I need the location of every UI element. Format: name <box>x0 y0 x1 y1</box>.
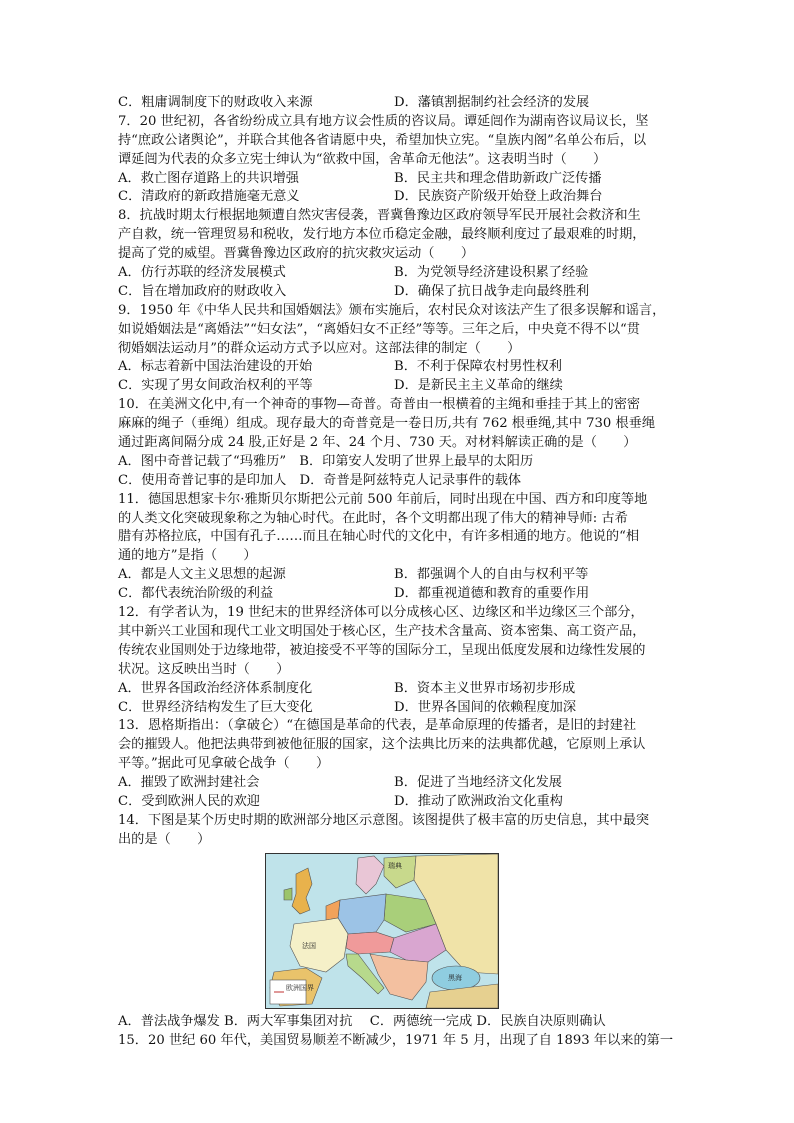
option-row <box>118 283 684 302</box>
text-line: 彻婚姻法运动月”的群众运动方式予以应对。这部法律的制定（ ） <box>118 340 521 356</box>
option-right: D．世界各国间的依赖程度加深 <box>394 699 577 715</box>
text-line: A．普法战争爆发 B．两大军事集团对抗 C．两德统一完成 D．民族自决原则确认 <box>118 1013 606 1029</box>
document-page <box>118 94 684 1050</box>
text-line: 持“庶政公诸舆论”，并联合其他各省请愿中央，希望加快立宪。“皇族内阁”名单公布后，以 <box>118 132 647 148</box>
option-right: D．藩镇割据制约社会经济的发展 <box>394 95 590 110</box>
option-row <box>118 774 684 793</box>
text-line: 14．下图是某个历史时期的欧洲部分地区示意图。该图提供了极丰富的历史信息，其中最突 <box>118 812 650 828</box>
text-line: 11．德国思想家卡尔·雅斯贝尔斯把公元前 500 年前后，同时出现在中国、西方和印度等地 <box>118 491 648 507</box>
text-line: 10．在美洲文化中,有一个神奇的事物—奇普。奇普由一根横着的主绳和垂挂于其上的密密 <box>118 397 641 413</box>
option-left: C．世界经济结构发生了巨大变化 <box>118 699 313 715</box>
text-line: 的人类文化突破现象称之为轴心时代。在此时，各个文明都出现了伟大的精神导师: 古希 <box>118 510 628 526</box>
option-right: B．资本主义世界市场初步形成 <box>394 680 576 696</box>
option-right: D．民族资产阶级开始登上政治舞台 <box>394 189 603 205</box>
text-line: 13．恩格斯指出：（拿破仑）“在德国是革命的代表，是革命原理的传播者，是旧的封建社 <box>118 718 637 734</box>
text-line: 9．1950 年《中华人民共和国婚姻法》颁布实施后，农村民众对该法产生了很多误解和谣言， <box>118 302 666 318</box>
map-label-france: 法国 <box>302 941 316 950</box>
text-line: 传统农业国则处于边缘地带，被迫接受不平等的国际分工，呈现出低度发展和边缘性发展的 <box>118 642 646 658</box>
option-left: C．粗庸调制度下的财政收入来源 <box>118 95 313 110</box>
option-right: B．民主共和理念借助新政广泛传播 <box>394 170 602 186</box>
map-label-sweden: 瑞典 <box>388 861 402 870</box>
europe-map-figure <box>265 853 499 1009</box>
option-row <box>118 264 684 283</box>
option-left: C．都代表统治阶级的利益 <box>118 586 274 602</box>
option-right: D．是新民主主义革命的继续 <box>394 378 563 394</box>
question-text-block <box>118 94 684 850</box>
text-line: 产自救，统一管理贸易和税收，发行地方本位币稳定金融，最终顺利度过了最艰难的时期， <box>118 227 646 243</box>
text-line: 其中新兴工业国和现代工业文明国处于核心区，生产技术含量高、资本密集、高工资产品， <box>118 623 646 639</box>
text-line: 8．抗战时期太行根据地频遭自然灾害侵袭，晋冀鲁豫边区政府领导军民开展社会救济和生 <box>118 208 641 224</box>
option-row <box>118 793 684 812</box>
option-right: B．促进了当地经济文化发展 <box>394 775 562 791</box>
option-right: B．为党领导经济建设积累了经验 <box>394 265 589 281</box>
text-line: A．图中奇普记载了“玛雅历” B．印第安人发明了世界上最早的太阳历 <box>118 453 534 469</box>
option-right: D．都重视道德和教育的重要作用 <box>394 586 590 602</box>
text-line: 通过距离间隔分成 24 股,正好是 2 年、24 个月、730 天。对材料解读正确的是（ ） <box>118 435 637 451</box>
text-line: 如说婚姻法是“离婚法”“妇女法”，“离婚妇女不正经”等等。三年之后，中央竟不得不以“贯 <box>118 321 640 337</box>
option-left: C．实现了男女间政治权利的平等 <box>118 378 313 394</box>
text-line: 12．有学者认为，19 世纪末的世界经济体可以分成核心区、边缘区和半边缘区三个部分， <box>118 605 644 621</box>
option-row <box>118 680 684 699</box>
text-line: 腊有苏格拉底，中国有孔子……而且在轴心时代的文化中，有许多相通的地方。他说的“相 <box>118 529 640 545</box>
text-line: 状况。这反映出当时（ ） <box>118 661 290 677</box>
text-line: C．使用奇普记事的是印加人 D．奇普是阿兹特克人记录事件的载体 <box>118 472 522 488</box>
option-right: D．推动了欧洲政治文化重构 <box>394 793 563 809</box>
map-label-black-sea: 黑海 <box>448 973 462 982</box>
option-row <box>118 566 684 585</box>
option-row <box>118 377 684 396</box>
option-right: B．不利于保障农村男性权利 <box>394 359 562 375</box>
text-line: 15．20 世纪 60 年代，美国贸易顺差不断减少，1971 年 5 月，出现了自 1893 年以来的第一 <box>118 1032 674 1048</box>
option-left: A．仿行苏联的经济发展模式 <box>118 265 286 281</box>
text-line: 提高了党的威望。晋冀鲁豫边区政府的抗灾救灾运动（ ） <box>118 246 475 262</box>
question-text-block-bottom <box>118 1013 684 1051</box>
option-row <box>118 585 684 604</box>
option-row <box>118 94 684 113</box>
text-line: 麻麻的绳子（垂绳）组成。现存最大的奇普竟是一卷日历,共有 762 根垂绳,其中 730 根垂绳 <box>118 416 656 432</box>
option-left: C．清政府的新政措施毫无意义 <box>118 189 300 205</box>
map-legend-label: 欧洲国界 <box>286 983 314 992</box>
option-row <box>118 188 684 207</box>
option-left: A．世界各国政治经济体系制度化 <box>118 680 313 696</box>
text-line: 平等。”据此可见拿破仑战争（ ） <box>118 756 330 772</box>
option-right: B．都强调个人的自由与权利平等 <box>394 567 589 583</box>
text-line: 谭延闿为代表的众多立宪士绅认为“欲救中国，舍革命无他法”。这表明当时（ ） <box>118 151 607 167</box>
option-right: D．确保了抗日战争走向最终胜利 <box>394 283 590 299</box>
option-left: A．救亡图存道路上的共识增强 <box>118 170 299 186</box>
option-row <box>118 699 684 718</box>
europe-map-image <box>266 854 498 1008</box>
option-left: C．旨在增加政府的财政收入 <box>118 283 287 299</box>
option-row <box>118 358 684 377</box>
text-line: 7．20 世纪初，各省纷纷成立具有地方议会性质的咨议局。谭延闿作为湖南咨议局议长，坚 <box>118 113 649 129</box>
option-left: A．都是人文主义思想的起源 <box>118 567 286 583</box>
text-line: 通的地方”是指（ ） <box>118 548 257 564</box>
text-line: 出的是（ ） <box>118 831 211 847</box>
option-left: A．标志着新中国法治建设的开始 <box>118 359 313 375</box>
text-line: 会的摧毁人。他把法典带到被他征服的国家，这个法典比历来的法典都优越，它原则上承认 <box>118 737 646 753</box>
option-left: C．受到欧洲人民的欢迎 <box>118 793 260 809</box>
option-row <box>118 170 684 189</box>
option-left: A．摧毁了欧洲封建社会 <box>118 775 260 791</box>
